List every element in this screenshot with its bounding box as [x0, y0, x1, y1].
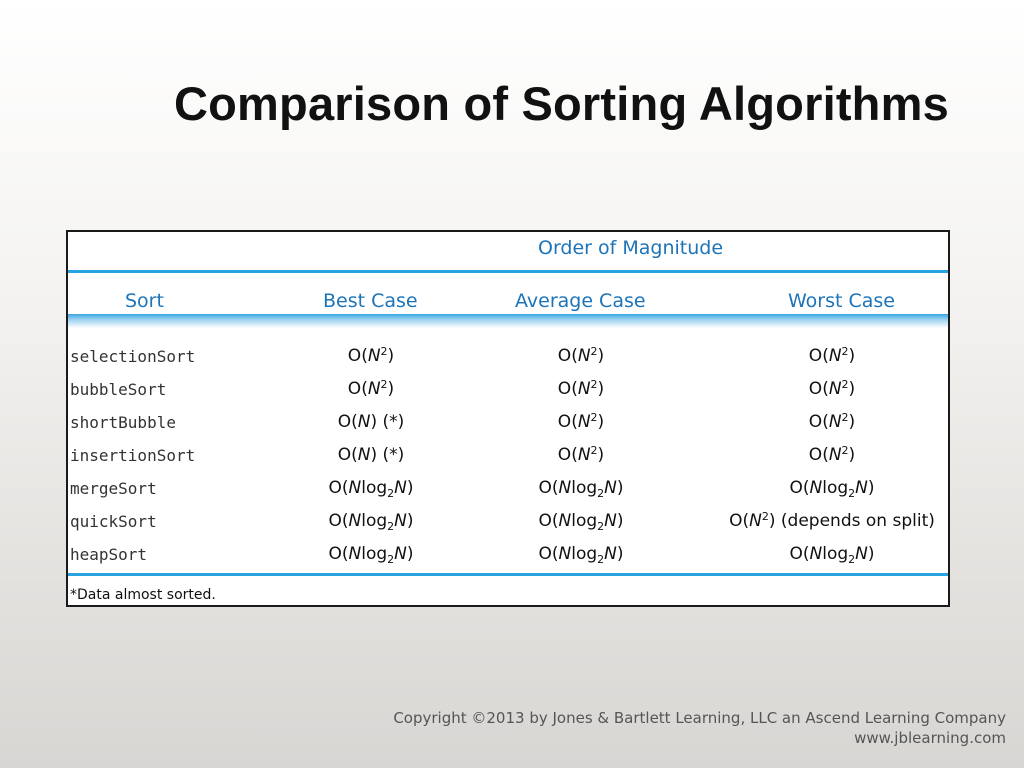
- cell-bubbleSort-worst: $O(N^2)$: [808, 378, 856, 399]
- cell-heapSort-best: O(Nlog$_2$N): [328, 544, 414, 566]
- header-underline: [68, 314, 948, 328]
- order-of-magnitude-header: Order of Magnitude: [538, 237, 724, 259]
- cell-quickSort-best: O(Nlog$_2$N): [328, 511, 414, 533]
- publisher-url: www.jblearning.com: [854, 729, 1006, 747]
- row-name-shortBubble: shortBubble: [70, 413, 176, 432]
- cell-shortBubble-worst: $O(N^2)$: [808, 411, 856, 432]
- cell-heapSort-worst: O(Nlog$_2$N): [789, 544, 875, 566]
- header-rule: [68, 270, 948, 273]
- cell-quickSort-worst: $O(N^2)$ (depends on split): [729, 510, 935, 531]
- cell-mergeSort-best: O(Nlog$_2$N): [328, 478, 414, 500]
- table-footnote: *Data almost sorted.: [70, 587, 216, 603]
- cell-shortBubble-average: $O(N^2)$: [557, 411, 605, 432]
- cell-insertionSort-average: $O(N^2)$: [557, 444, 605, 465]
- row-name-bubbleSort: bubbleSort: [70, 380, 167, 399]
- cell-selectionSort-worst: $O(N^2)$: [808, 345, 856, 366]
- row-name-heapSort: heapSort: [70, 545, 148, 564]
- cell-bubbleSort-average: $O(N^2)$: [557, 378, 605, 399]
- row-name-mergeSort: mergeSort: [70, 479, 157, 498]
- slide-title: Comparison of Sorting Algorithms: [174, 77, 949, 130]
- row-name-insertionSort: insertionSort: [70, 446, 196, 465]
- cell-mergeSort-worst: O(Nlog$_2$N): [789, 478, 875, 500]
- copyright-text: Copyright ©2013 by Jones & Bartlett Learning, LLC an Ascend Learning Company: [393, 709, 1006, 727]
- column-header-average-case: Average Case: [515, 290, 646, 312]
- cell-insertionSort-worst: $O(N^2)$: [808, 444, 856, 465]
- cell-selectionSort-best: $O(N^2)$: [347, 345, 395, 366]
- cell-heapSort-average: O(Nlog$_2$N): [538, 544, 624, 566]
- cell-shortBubble-best: O(N) (*): [337, 412, 405, 432]
- complexity-table: [66, 230, 950, 607]
- column-header-worst-case: Worst Case: [788, 290, 895, 312]
- footer-rule: [68, 573, 948, 576]
- row-name-selectionSort: selectionSort: [70, 347, 196, 366]
- row-name-quickSort: quickSort: [70, 512, 157, 531]
- cell-bubbleSort-best: $O(N^2)$: [347, 378, 395, 399]
- column-header-best-case: Best Case: [323, 290, 418, 312]
- cell-insertionSort-best: O(N) (*): [337, 445, 405, 465]
- cell-quickSort-average: O(Nlog$_2$N): [538, 511, 624, 533]
- column-header-sort: Sort: [125, 290, 164, 312]
- cell-selectionSort-average: $O(N^2)$: [557, 345, 605, 366]
- cell-mergeSort-average: O(Nlog$_2$N): [538, 478, 624, 500]
